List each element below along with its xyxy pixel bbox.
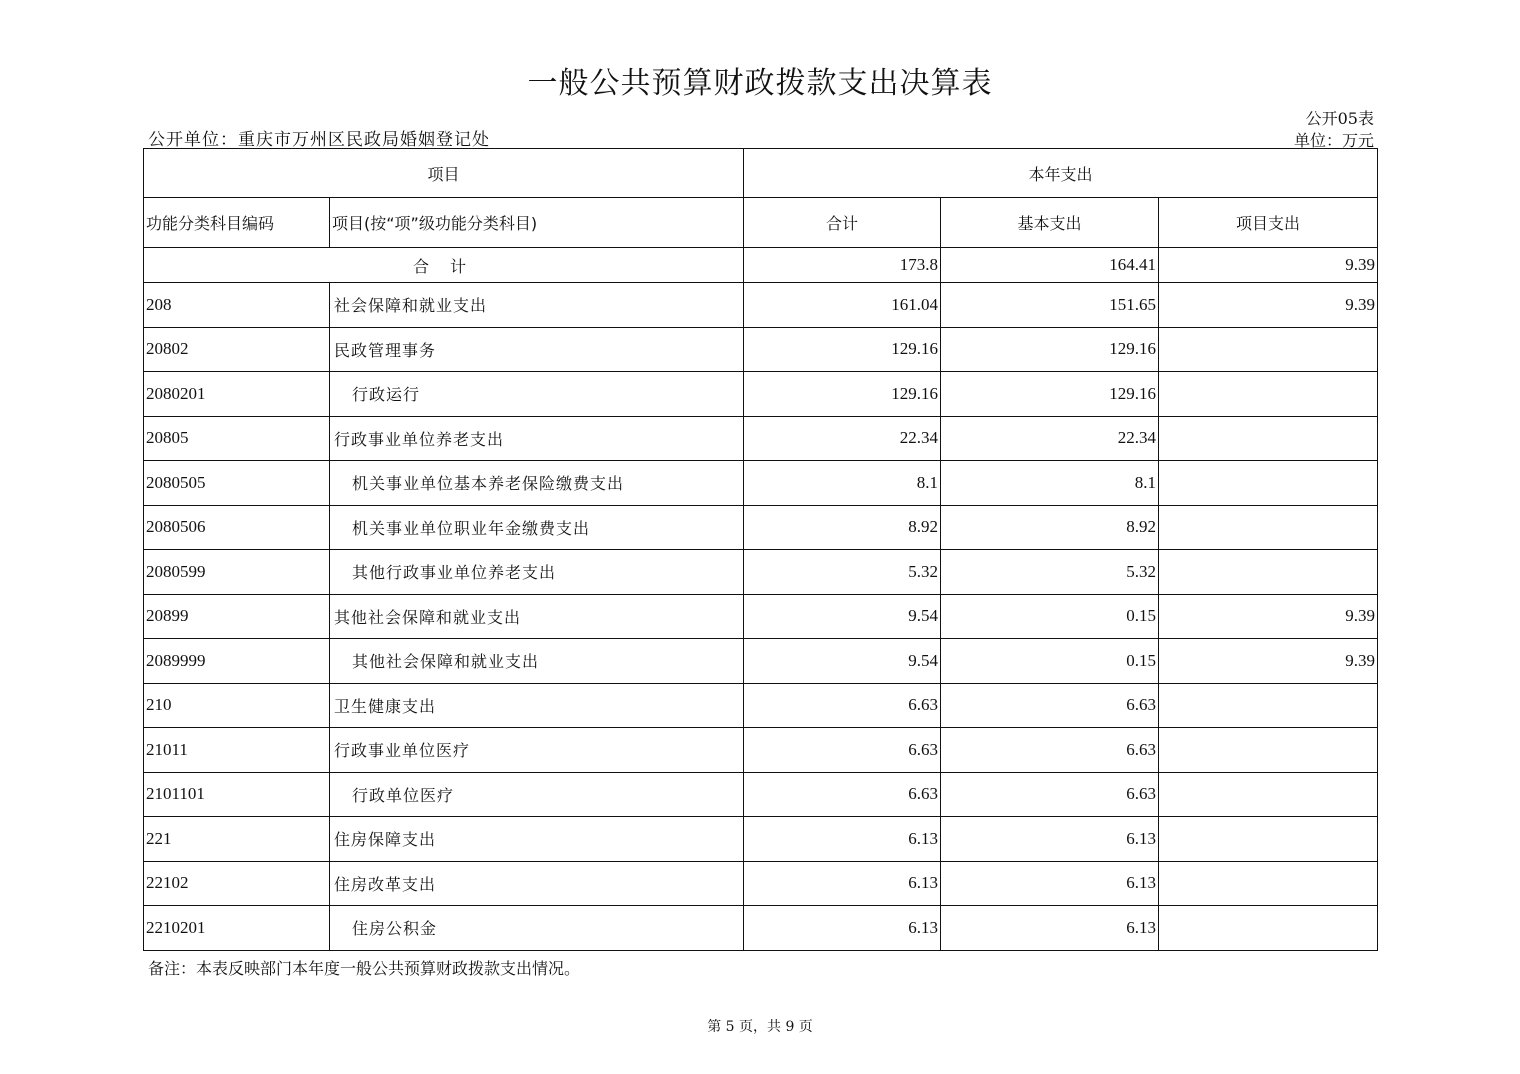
table-row xyxy=(144,683,1378,728)
header-row-1 xyxy=(144,149,1378,198)
row-basic: 6.63 xyxy=(941,728,1159,773)
row-basic: 22.34 xyxy=(941,416,1159,461)
header-project: 项目支出 xyxy=(1159,198,1378,248)
row-project xyxy=(1159,327,1378,372)
row-project xyxy=(1159,817,1378,862)
row-name: 行政事业单位养老支出 xyxy=(330,416,744,461)
row-code: 2080201 xyxy=(144,372,330,417)
row-name: 行政事业单位医疗 xyxy=(330,728,744,773)
row-name: 住房改革支出 xyxy=(330,861,744,906)
row-name: 行政运行 xyxy=(330,372,744,417)
row-name: 机关事业单位职业年金缴费支出 xyxy=(330,505,744,550)
total-project: 9.39 xyxy=(1159,248,1378,283)
table-row xyxy=(144,327,1378,372)
row-code: 20805 xyxy=(144,416,330,461)
table-row xyxy=(144,550,1378,595)
row-project xyxy=(1159,861,1378,906)
row-name: 民政管理事务 xyxy=(330,327,744,372)
expenditure-table xyxy=(143,148,1378,951)
row-basic: 8.92 xyxy=(941,505,1159,550)
table-row xyxy=(144,906,1378,951)
table-row xyxy=(144,639,1378,684)
table-row xyxy=(144,461,1378,506)
row-name: 住房公积金 xyxy=(330,906,744,951)
row-total: 6.63 xyxy=(744,728,941,773)
row-project xyxy=(1159,683,1378,728)
header-current-year: 本年支出 xyxy=(744,149,1378,198)
row-code: 2080599 xyxy=(144,550,330,595)
row-total: 161.04 xyxy=(744,283,941,328)
total-basic: 164.41 xyxy=(941,248,1159,283)
row-code: 210 xyxy=(144,683,330,728)
row-project xyxy=(1159,728,1378,773)
row-total: 6.13 xyxy=(744,817,941,862)
row-total: 22.34 xyxy=(744,416,941,461)
row-basic: 6.13 xyxy=(941,861,1159,906)
row-project: 9.39 xyxy=(1159,639,1378,684)
row-project xyxy=(1159,772,1378,817)
header-row-2 xyxy=(144,198,1378,248)
total-label: 合 计 xyxy=(144,248,744,283)
row-total: 5.32 xyxy=(744,550,941,595)
row-name: 卫生健康支出 xyxy=(330,683,744,728)
organization-label: 公开单位：重庆市万州区民政局婚姻登记处 xyxy=(148,130,490,150)
row-project xyxy=(1159,505,1378,550)
row-code: 2210201 xyxy=(144,906,330,951)
row-basic: 129.16 xyxy=(941,372,1159,417)
row-basic: 6.13 xyxy=(941,906,1159,951)
unit-label: 单位：万元 xyxy=(1293,131,1374,150)
row-code: 2089999 xyxy=(144,639,330,684)
form-number: 公开05表 xyxy=(1305,109,1374,128)
row-total: 9.54 xyxy=(744,594,941,639)
table-row xyxy=(144,817,1378,862)
header-name: 项目(按“项”级功能分类科目) xyxy=(330,198,744,248)
row-basic: 6.63 xyxy=(941,683,1159,728)
table-row xyxy=(144,594,1378,639)
row-code: 20899 xyxy=(144,594,330,639)
row-code: 221 xyxy=(144,817,330,862)
table-row xyxy=(144,372,1378,417)
row-code: 2080506 xyxy=(144,505,330,550)
row-project: 9.39 xyxy=(1159,283,1378,328)
row-project xyxy=(1159,461,1378,506)
row-total: 129.16 xyxy=(744,372,941,417)
row-basic: 151.65 xyxy=(941,283,1159,328)
row-total: 129.16 xyxy=(744,327,941,372)
row-project: 9.39 xyxy=(1159,594,1378,639)
row-total: 8.1 xyxy=(744,461,941,506)
row-name: 其他社会保障和就业支出 xyxy=(330,639,744,684)
table-row xyxy=(144,772,1378,817)
row-code: 2080505 xyxy=(144,461,330,506)
table-row xyxy=(144,283,1378,328)
row-project xyxy=(1159,906,1378,951)
row-basic: 6.63 xyxy=(941,772,1159,817)
row-total: 6.13 xyxy=(744,861,941,906)
row-name: 机关事业单位基本养老保险缴费支出 xyxy=(330,461,744,506)
row-name: 社会保障和就业支出 xyxy=(330,283,744,328)
row-code: 22102 xyxy=(144,861,330,906)
page-number: 第 5 页，共 9 页 xyxy=(707,1019,813,1035)
footnote: 备注：本表反映部门本年度一般公共预算财政拨款支出情况。 xyxy=(148,959,581,978)
table-row xyxy=(144,416,1378,461)
row-code: 208 xyxy=(144,283,330,328)
row-basic: 8.1 xyxy=(941,461,1159,506)
row-project xyxy=(1159,550,1378,595)
row-total: 8.92 xyxy=(744,505,941,550)
row-project xyxy=(1159,372,1378,417)
row-total: 6.63 xyxy=(744,683,941,728)
row-name: 住房保障支出 xyxy=(330,817,744,862)
row-total: 6.13 xyxy=(744,906,941,951)
row-basic: 129.16 xyxy=(941,327,1159,372)
row-basic: 0.15 xyxy=(941,594,1159,639)
total-row xyxy=(144,248,1378,283)
row-basic: 5.32 xyxy=(941,550,1159,595)
table-row xyxy=(144,861,1378,906)
row-project xyxy=(1159,416,1378,461)
header-code: 功能分类科目编码 xyxy=(144,198,330,248)
row-name: 其他社会保障和就业支出 xyxy=(330,594,744,639)
row-code: 2101101 xyxy=(144,772,330,817)
row-total: 9.54 xyxy=(744,639,941,684)
total-sum: 173.8 xyxy=(744,248,941,283)
row-code: 21011 xyxy=(144,728,330,773)
row-total: 6.63 xyxy=(744,772,941,817)
row-code: 20802 xyxy=(144,327,330,372)
row-name: 其他行政事业单位养老支出 xyxy=(330,550,744,595)
table-row xyxy=(144,505,1378,550)
row-basic: 0.15 xyxy=(941,639,1159,684)
table-row xyxy=(144,728,1378,773)
header-item: 项目 xyxy=(144,149,744,198)
page-title: 一般公共预算财政拨款支出决算表 xyxy=(527,66,993,101)
row-basic: 6.13 xyxy=(941,817,1159,862)
header-total: 合计 xyxy=(744,198,941,248)
header-basic: 基本支出 xyxy=(941,198,1159,248)
row-name: 行政单位医疗 xyxy=(330,772,744,817)
